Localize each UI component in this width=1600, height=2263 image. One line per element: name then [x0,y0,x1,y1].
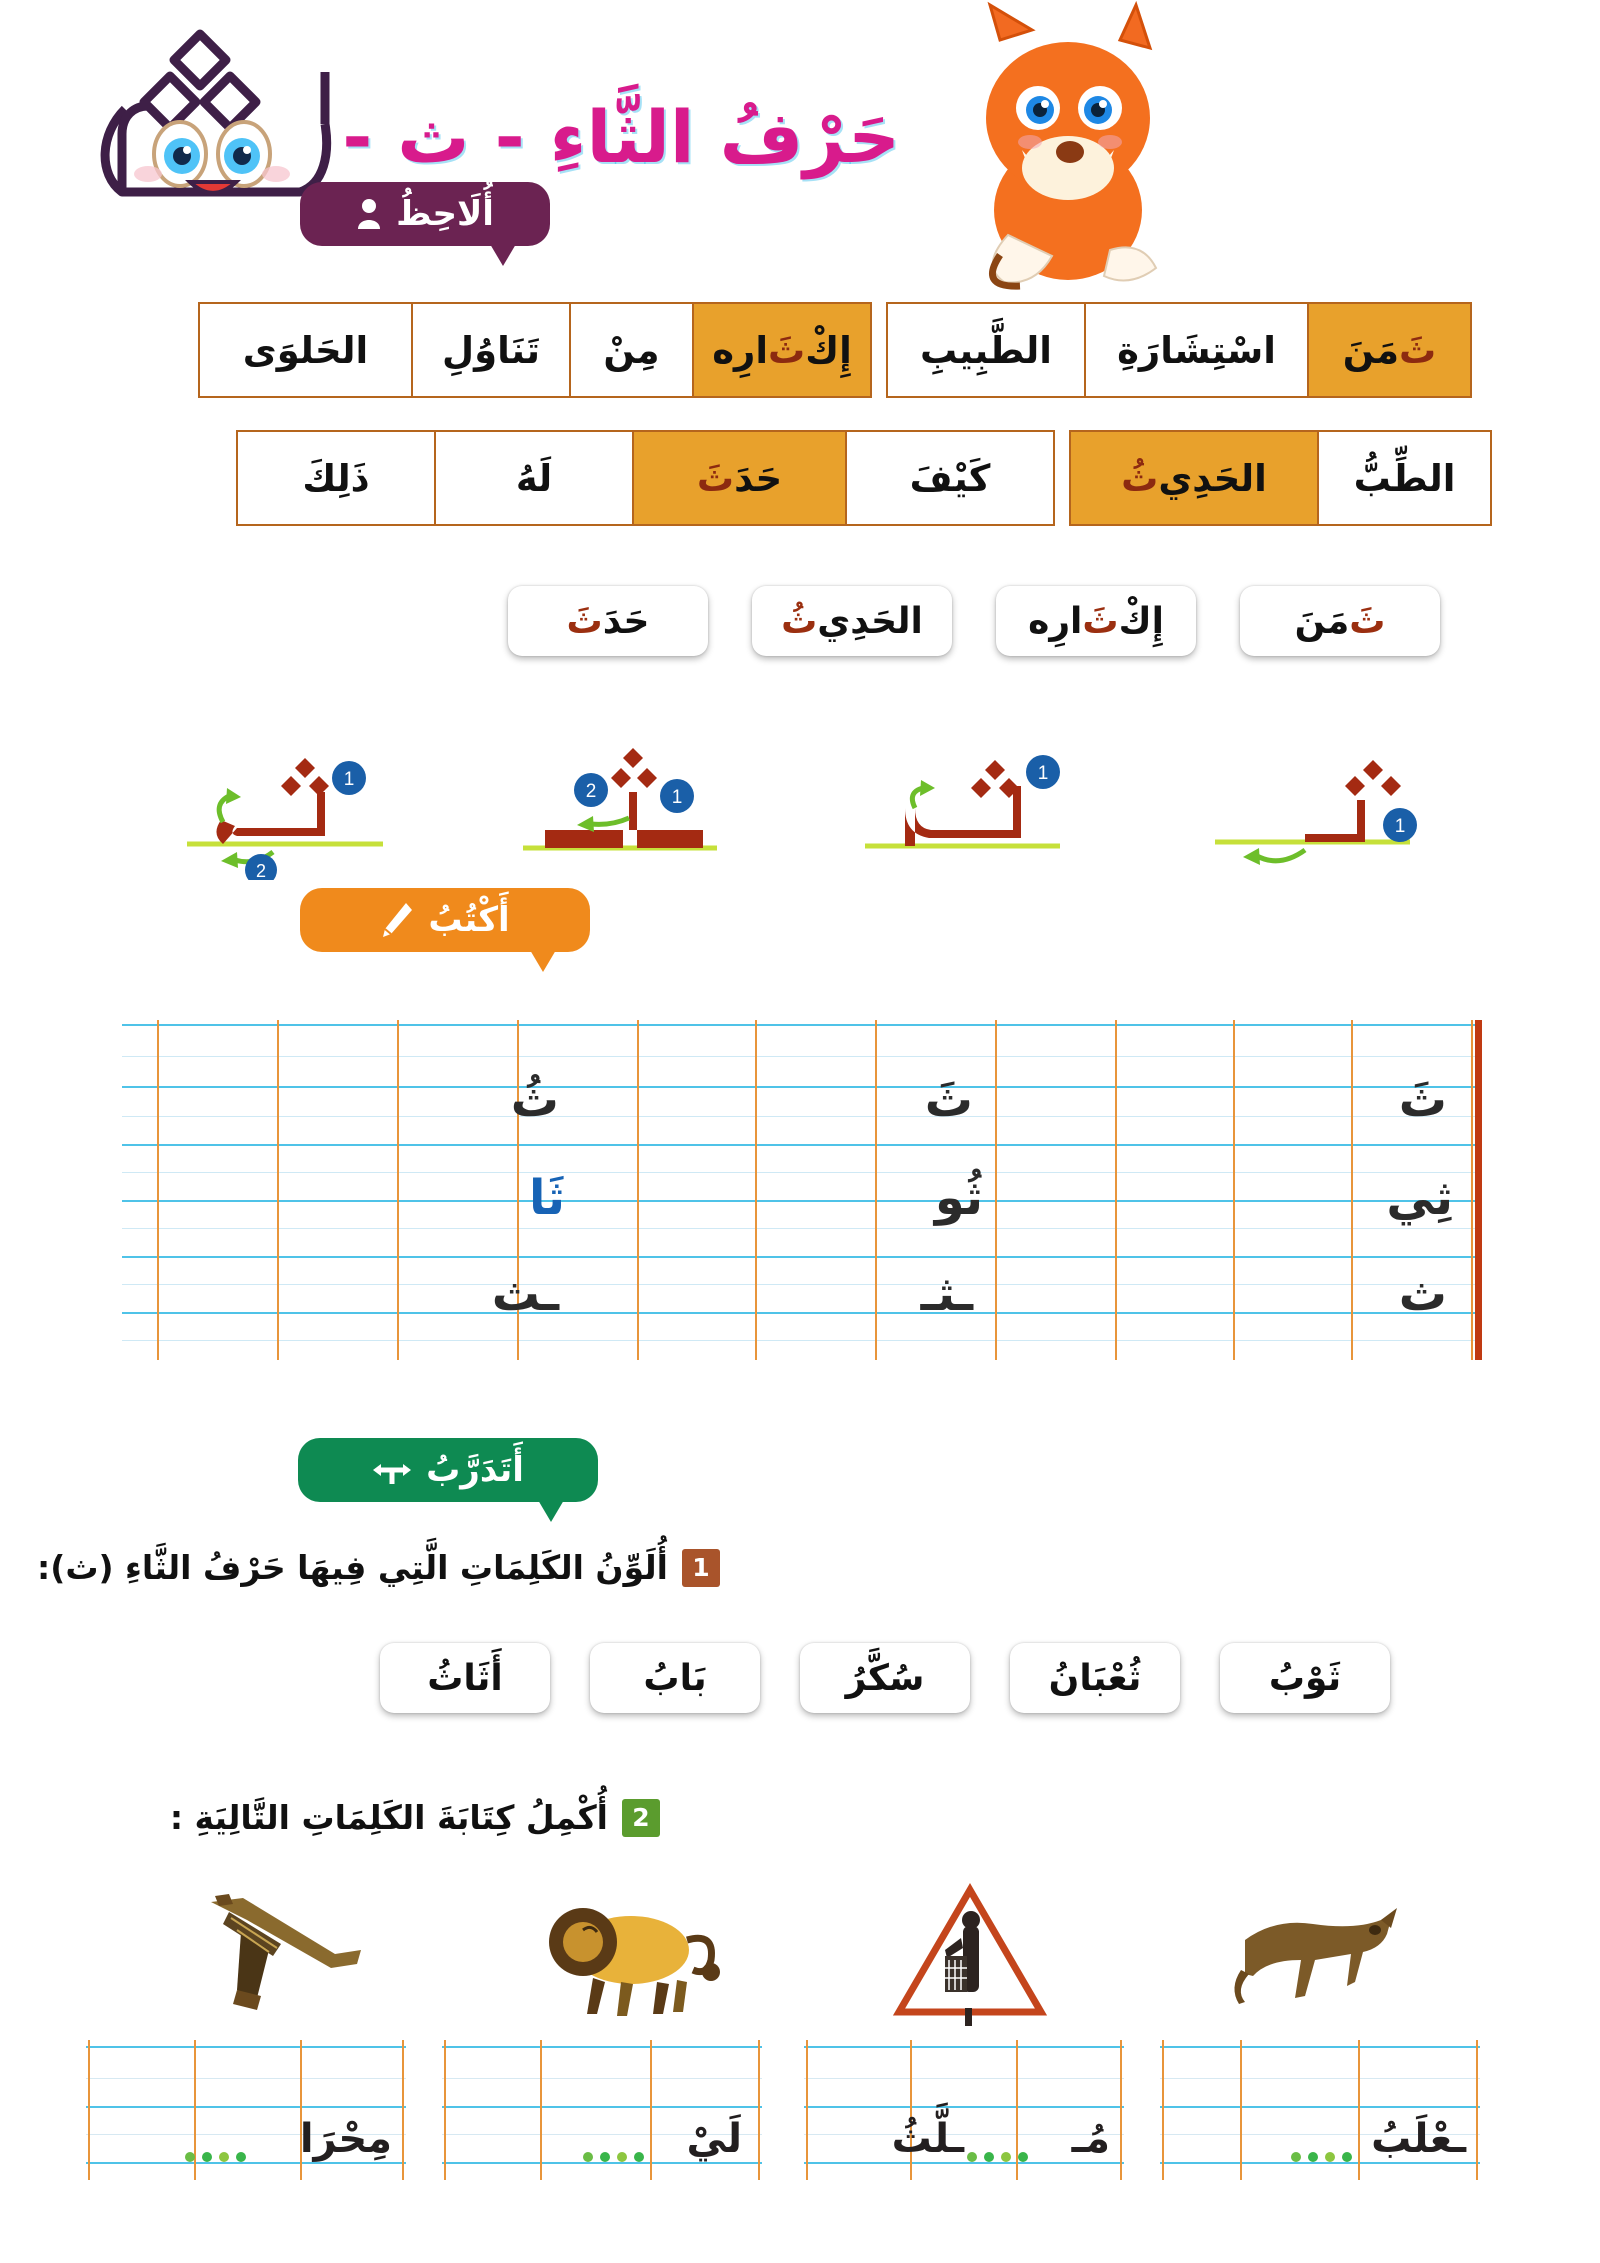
write-box-muthallath[interactable] [804,2040,1124,2180]
write-box-layth[interactable] [442,2040,762,2180]
word-card[interactable]: ثَ مَنَ [1240,586,1440,656]
exercise-1-instruction [37,1548,720,1587]
badge-observe-label: أُلَاحِظُ [396,194,494,234]
write-box-visible-text: مُـ [1071,2116,1110,2162]
grid-model-glyph: ثُ [510,1072,559,1128]
svg-text:1: 1 [343,769,355,790]
table-cell: ثَ مَنَ [1307,302,1472,398]
exercise-instruction-text: أُكْمِلُ كِتَابَةَ الكَلِمَاتِ التَّالِيَةِ : [169,1798,608,1837]
fox-illustration [1205,1878,1415,2028]
svg-text:2: 2 [255,861,267,880]
triangle-bin-sign [865,1878,1075,2028]
word-card[interactable]: ثُعْبَانُ [1010,1643,1180,1713]
branch-arrow-icon [372,1454,412,1486]
write-box-thalab[interactable] [1160,2040,1480,2180]
svg-text:1: 1 [1394,816,1406,837]
fox-mascot-icon [960,0,1180,290]
table-cell: الحَدِي ثُ [1069,430,1319,526]
dotted-guides [185,2152,246,2162]
dotted-guides [583,2152,644,2162]
word-table-row-1 [200,302,1472,398]
lion-illustration [525,1878,735,2028]
write-box-visible-text: لَيْ [686,2116,742,2162]
observe-word-cards [508,586,1440,656]
exercise-number-badge: 2 [622,1799,660,1837]
word-card[interactable]: حَدَ ثَ [508,586,708,656]
grid-model-glyph: ثَ [1398,1072,1447,1128]
table-cell: الطِّبُّ [1317,430,1492,526]
grid-handwritten-glyph: ثَا [528,1170,565,1226]
badge-observe [300,182,550,246]
page-header [0,0,1600,300]
grid-model-glyph: ـثـ [920,1266,973,1322]
dotted-guides [1291,2152,1352,2162]
svg-text:2: 2 [585,781,597,802]
word-card[interactable]: أَثَاثُ [380,1643,550,1713]
svg-text:1: 1 [671,787,683,808]
grid-model-glyph: ث [1398,1266,1447,1322]
grid-model-glyph: ثِي [1386,1170,1453,1226]
exercise-number-badge: 1 [682,1549,720,1587]
table-cell: الحَلوَى [198,302,413,398]
table-cell: ذَلِكَ [236,430,436,526]
letter-form-isolated [1185,730,1435,880]
plow-illustration [185,1878,395,2028]
badge-practice-label: أَتَدَرَّبُ [426,1450,524,1490]
pen-icon [380,901,414,939]
svg-text:1: 1 [1037,763,1049,784]
grid-model-glyph: ثَ [924,1072,973,1128]
exercise-2-instruction [170,1798,660,1837]
letter-form-medial [845,730,1095,880]
writing-practice-grid[interactable] [122,1020,1482,1360]
table-cell: كَيْفَ [845,430,1055,526]
exercise-instruction-text: أُلَوِّنُ الكَلِمَاتِ الَّتِي فِيهَا حَرْفُ الثَّاءِ (ث): [37,1548,668,1587]
badge-write [300,888,590,952]
table-cell: إِكْ ثَ ارِه [692,302,872,398]
grid-rules [122,1020,1475,1360]
exercise-1-word-cards [380,1643,1390,1713]
badge-write-label: أَكْتُبُ [428,900,510,940]
grid-model-glyph: ثُو [934,1170,983,1226]
word-card[interactable]: ثَوْبُ [1220,1643,1390,1713]
badge-practice [298,1438,598,1502]
grid-model-glyph: ـث [491,1266,559,1322]
word-table-row-2 [238,430,1492,526]
dotted-guides [967,2152,1028,2162]
exercise-2-pictures [120,1868,1480,2028]
table-cell: مِنْ [569,302,694,398]
table-cell: حَدَ ثَ [632,430,847,526]
write-box-visible-text: مِحْرَا [299,2116,392,2162]
table-cell: تَنَاوُلِ [411,302,571,398]
word-card[interactable]: إِكْ ثَ ارِه [996,586,1196,656]
table-cell: الطَّبِيبِ [886,302,1086,398]
write-box-visible-text: ـعْلَبُ [1371,2116,1466,2162]
word-card[interactable]: الحَدِي ثُ [752,586,952,656]
letter-stroke-demos [120,730,1480,880]
table-cell: لَهُ [434,430,634,526]
letter-form-initial [165,730,415,880]
write-box-mihrath[interactable] [86,2040,406,2180]
word-card[interactable]: بَابُ [590,1643,760,1713]
table-cell: اسْتِشَارَةِ [1084,302,1309,398]
page-title: حَرْفُ الثَّاءِ - ث - [342,95,900,179]
word-card[interactable]: سُكَّرُ [800,1643,970,1713]
person-icon [356,198,382,230]
write-box-tail-text: ـلَّثُ [891,2116,964,2162]
letter-form-final [505,730,755,880]
